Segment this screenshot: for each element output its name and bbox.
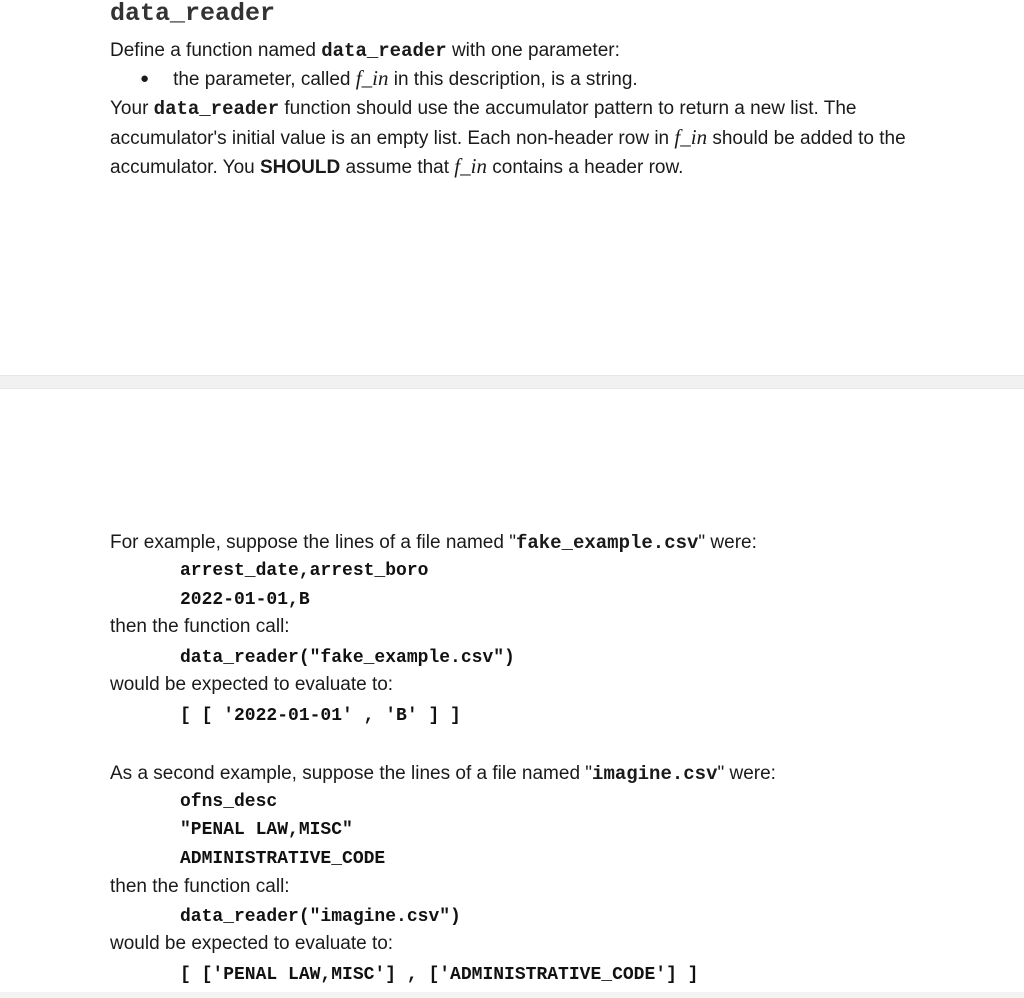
example-text: For example, suppose the lines of a file named " bbox=[110, 532, 516, 553]
intro-text: should be added to the bbox=[707, 128, 906, 149]
example-text: As a second example, suppose the lines of a file named " bbox=[110, 763, 593, 784]
section-divider bbox=[0, 375, 1024, 389]
intro-text: Your bbox=[110, 98, 154, 119]
intro-text: assume that bbox=[340, 157, 455, 178]
param-name: f_in bbox=[454, 154, 487, 178]
example2-file-line: ofns_desc bbox=[180, 792, 278, 812]
intro-text: Define a function named bbox=[110, 40, 322, 61]
emphasis-text: SHOULD bbox=[260, 157, 341, 178]
param-name: f_in bbox=[674, 125, 708, 149]
intro-text: contains a header row. bbox=[486, 157, 684, 178]
intro-paragraph-line-4 bbox=[110, 152, 683, 182]
function-name-code: data_reader bbox=[321, 40, 447, 62]
intro-text: accumulator's initial value is an empty list. Each non-header row in bbox=[110, 128, 675, 149]
example1-function-call: data_reader("fake_example.csv") bbox=[180, 648, 515, 668]
intro-text: with one parameter: bbox=[446, 40, 620, 61]
intro-paragraph-line-2 bbox=[110, 94, 856, 124]
page-bottom-edge bbox=[0, 992, 1024, 998]
function-name-code: data_reader bbox=[153, 98, 280, 120]
example1-result: [ [ '2022-01-01' , 'B' ] ] bbox=[180, 706, 461, 726]
example2-function-call: data_reader("imagine.csv") bbox=[180, 907, 461, 927]
intro-text: function should use the accumulator pattern to return a new list. The bbox=[279, 98, 857, 119]
example1-eval-label: would be expected to evaluate to: bbox=[110, 674, 394, 695]
example1-intro bbox=[110, 528, 757, 558]
intro-paragraph-line-1 bbox=[110, 36, 620, 66]
page-title: data_reader bbox=[110, 0, 276, 28]
filename-code: fake_example.csv bbox=[515, 532, 699, 554]
bullet-text: the parameter, called bbox=[173, 69, 356, 90]
example2-file-line: ADMINISTRATIVE_CODE bbox=[180, 849, 386, 869]
example1-file-line: 2022-01-01,B bbox=[180, 590, 310, 610]
example-text: " were: bbox=[717, 763, 776, 784]
bullet-text: in this description, is a string. bbox=[388, 69, 638, 90]
param-name: f_in bbox=[355, 66, 389, 90]
example2-file-line: "PENAL LAW,MISC" bbox=[180, 820, 353, 840]
example2-intro bbox=[110, 759, 776, 789]
intro-paragraph-line-3 bbox=[110, 123, 906, 153]
example2-eval-label: would be expected to evaluate to: bbox=[110, 933, 394, 954]
example1-file-line: arrest_date,arrest_boro bbox=[180, 561, 429, 581]
example1-then-label: then the function call: bbox=[110, 616, 290, 637]
filename-code: imagine.csv bbox=[592, 763, 718, 785]
bullet-dot: ● bbox=[140, 70, 150, 87]
intro-text: accumulator. You bbox=[110, 157, 260, 178]
parameter-bullet bbox=[140, 66, 638, 91]
example2-then-label: then the function call: bbox=[110, 876, 290, 897]
example2-result: [ ['PENAL LAW,MISC'] , ['ADMINISTRATIVE_CODE'] ] bbox=[180, 965, 699, 985]
example-text: " were: bbox=[698, 532, 757, 553]
